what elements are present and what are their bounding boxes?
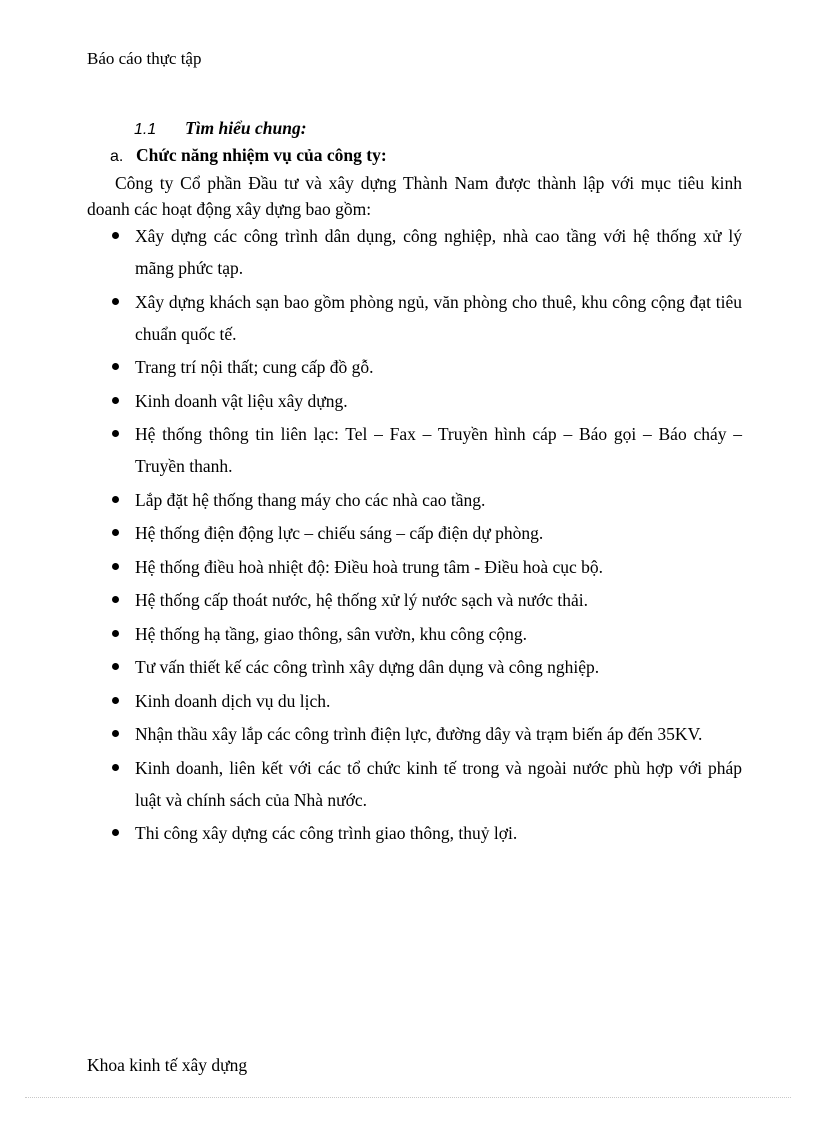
bullet-icon bbox=[112, 697, 119, 704]
list-item-text: Kinh doanh, liên kết với các tổ chức kinh tế trong và ngoài nước phù hợp với pháp luật và chính sách của Nhà nước. bbox=[135, 757, 742, 810]
list-item bbox=[87, 351, 742, 383]
list-item-text: Trang trí nội thất; cung cấp đồ gỗ. bbox=[135, 357, 374, 377]
list-item bbox=[87, 817, 742, 849]
list-item bbox=[87, 418, 742, 482]
bullet-icon bbox=[112, 430, 119, 437]
bullet-icon bbox=[112, 363, 119, 370]
bullet-icon bbox=[112, 563, 119, 570]
bullet-icon bbox=[112, 529, 119, 536]
list-item bbox=[87, 685, 742, 717]
list-item bbox=[87, 551, 742, 583]
footer-divider bbox=[25, 1097, 791, 1098]
subsection-title: Chức năng nhiệm vụ của công ty: bbox=[136, 145, 387, 165]
list-item-text: Hệ thống điện động lực – chiếu sáng – cấp điện dự phòng. bbox=[135, 523, 544, 543]
list-item bbox=[87, 484, 742, 516]
list-item-text: Kinh doanh vật liệu xây dựng. bbox=[135, 390, 348, 411]
page-footer: Khoa kinh tế xây dựng bbox=[87, 1055, 248, 1075]
list-item-text: Thi công xây dựng các công trình giao thông, thuỷ lợi. bbox=[135, 823, 518, 843]
subsection-marker: a. bbox=[110, 148, 124, 165]
list-item-text: Hệ thống thông tin liên lạc: Tel – Fax – Truyền hình cáp – Báo gọi – Báo cháy – Truyền thanh. bbox=[135, 424, 742, 476]
page-header: Báo cáo thực tập bbox=[87, 49, 202, 68]
list-item bbox=[87, 385, 742, 417]
list-item bbox=[87, 517, 742, 549]
list-item-text: Tư vấn thiết kế các công trình xây dựng dân dụng và công nghiệp. bbox=[135, 657, 600, 677]
list-item bbox=[87, 618, 742, 650]
list-item bbox=[87, 584, 742, 616]
list-item-text: Hệ thống điều hoà nhiệt độ: Điều hoà trung tâm - Điều hoà cục bộ. bbox=[135, 556, 604, 577]
intro-paragraph: Công ty Cổ phần Đầu tư và xây dựng Thành Nam được thành lập với mục tiêu kinh doanh các hoạt động xây dựng bao gồm: bbox=[87, 173, 742, 219]
list-item-text: Hệ thống hạ tầng, giao thông, sân vườn, khu công cộng. bbox=[135, 623, 528, 644]
bullet-icon bbox=[112, 496, 119, 503]
list-item bbox=[87, 752, 742, 816]
list-item-text: Hệ thống cấp thoát nước, hệ thống xử lý nước sạch và nước thải. bbox=[135, 590, 589, 610]
list-item-text: Nhận thầu xây lắp các công trình điện lực, đường dây và trạm biến áp đến 35KV. bbox=[135, 724, 703, 744]
bullet-icon bbox=[112, 663, 119, 670]
bullet-icon bbox=[112, 630, 119, 637]
bullet-icon bbox=[112, 397, 119, 404]
bullet-icon bbox=[112, 730, 119, 737]
section-title: Tìm hiểu chung: bbox=[185, 118, 307, 138]
subsection-heading bbox=[110, 145, 387, 166]
bullet-icon bbox=[112, 298, 119, 305]
list-item-text: Xây dựng các công trình dân dụng, công nghiệp, nhà cao tầng với hệ thống xử lý mãng phức tạp. bbox=[135, 226, 742, 278]
list-item bbox=[87, 718, 742, 750]
list-item-text: Kinh doanh dịch vụ du lịch. bbox=[135, 690, 331, 711]
list-item-text: Xây dựng khách sạn bao gồm phòng ngủ, văn phòng cho thuê, khu công cộng đạt tiêu chuẩn quốc tế. bbox=[135, 291, 742, 344]
bullet-list bbox=[87, 220, 742, 851]
bullet-icon bbox=[112, 829, 119, 836]
section-number: 1.1 bbox=[134, 121, 157, 138]
list-item bbox=[87, 220, 742, 284]
bullet-icon bbox=[112, 596, 119, 603]
bullet-icon bbox=[112, 764, 119, 771]
list-item bbox=[87, 286, 742, 350]
bullet-icon bbox=[112, 232, 119, 239]
section-heading bbox=[134, 118, 307, 139]
list-item-text: Lắp đặt hệ thống thang máy cho các nhà cao tầng. bbox=[135, 489, 486, 510]
list-item bbox=[87, 651, 742, 683]
